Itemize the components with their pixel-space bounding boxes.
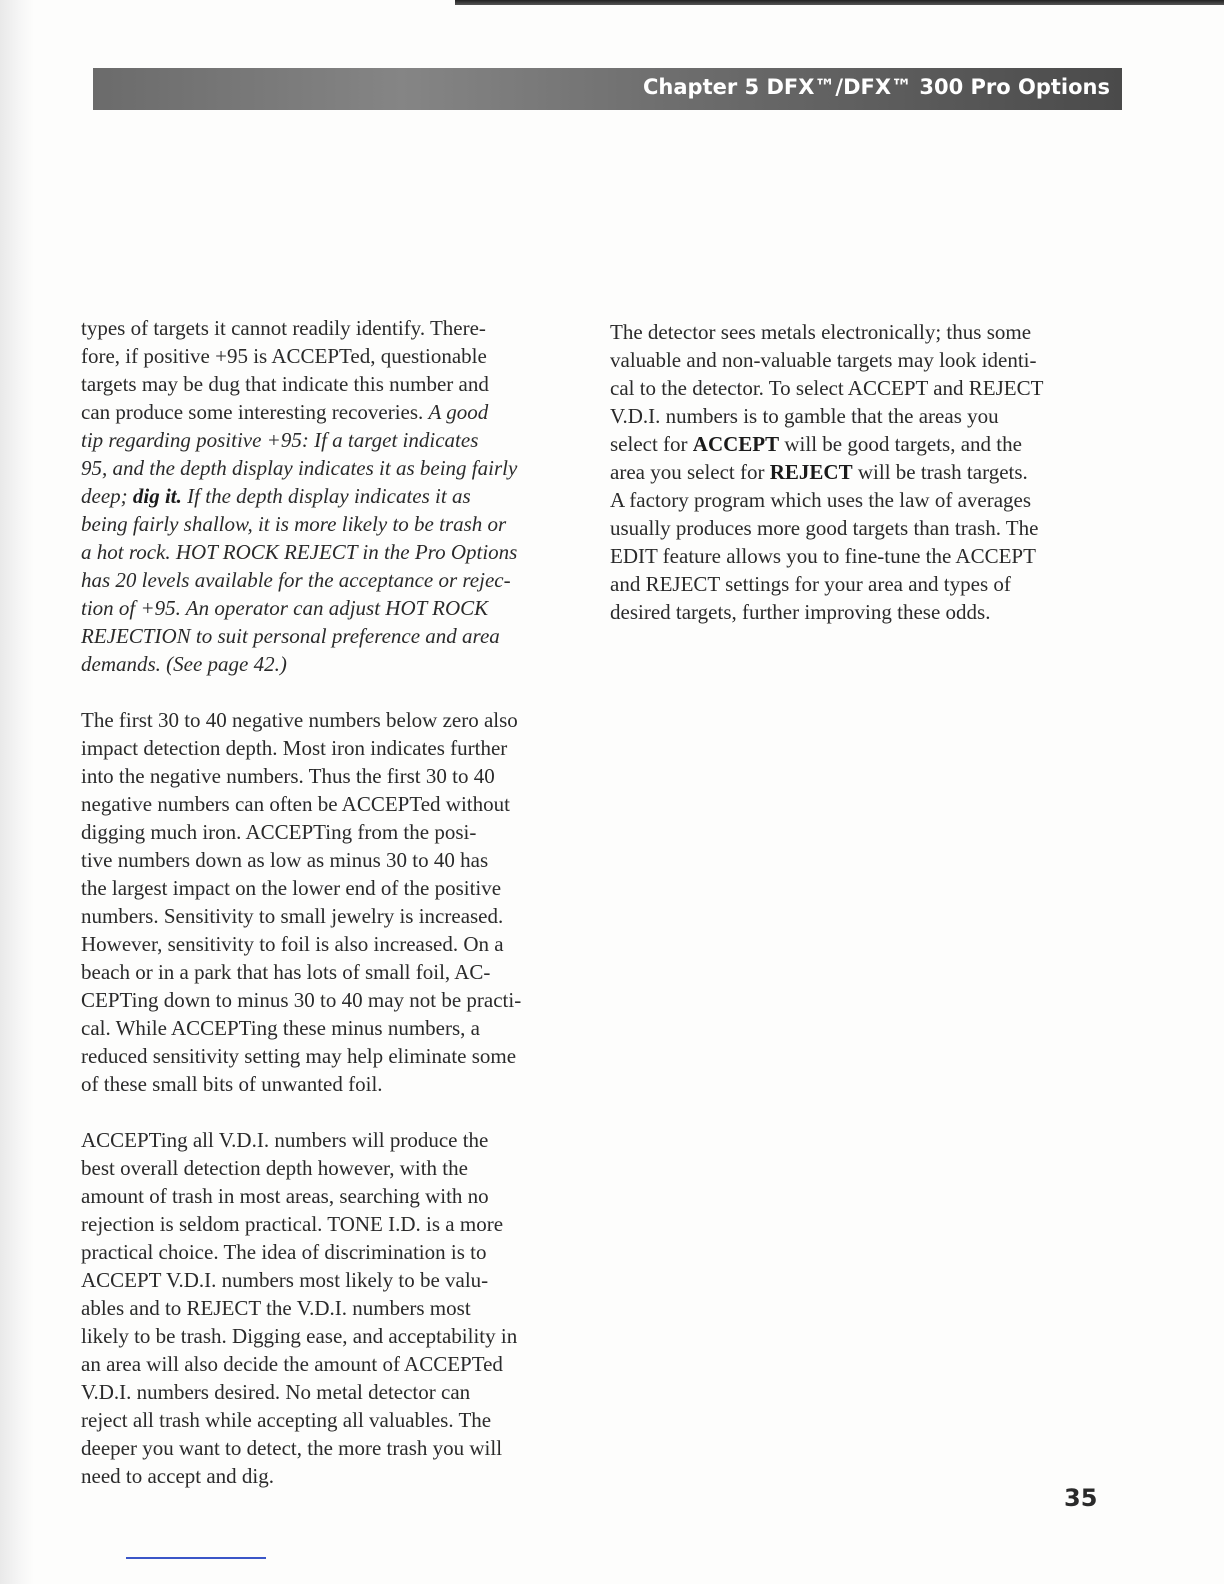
page-number: 35 <box>1064 1484 1098 1512</box>
italic-span: has 20 levels available for the acceptance or rejec- <box>81 568 511 592</box>
text-line: practical choice. The idea of discrimination is to <box>81 1240 487 1264</box>
page-spine-shadow <box>0 0 34 1584</box>
text-span: will be trash targets. <box>852 460 1028 484</box>
italic-span: A good <box>428 400 489 424</box>
text-line: likely to be trash. Digging ease, and acceptability in <box>81 1324 518 1348</box>
text-line: desired targets, further improving these odds. <box>610 600 991 624</box>
text-line <box>81 622 601 650</box>
text-line: beach or in a park that has lots of small foil, AC- <box>81 960 491 984</box>
text-line: tive numbers down as low as minus 30 to 40 has <box>81 848 489 872</box>
text-line <box>81 398 601 426</box>
text-line: A factory program which uses the law of averages <box>610 488 1032 512</box>
text-span: will be good targets, and the <box>779 432 1022 456</box>
text-line <box>610 458 1110 486</box>
text-line <box>81 650 601 678</box>
text-line: However, sensitivity to foil is also increased. On a <box>81 932 504 956</box>
italic-span: demands. (See page 42.) <box>81 652 287 676</box>
bold-span: REJECT <box>769 460 853 484</box>
text-line <box>81 482 601 510</box>
text-line: V.D.I. numbers desired. No metal detector can <box>81 1380 471 1404</box>
text-line: cal. While ACCEPTing these minus numbers, a <box>81 1016 480 1040</box>
text-line <box>81 454 601 482</box>
left-paragraph-3 <box>81 1126 601 1490</box>
bold-italic-span: dig it. <box>132 484 182 508</box>
text-line <box>81 510 601 538</box>
text-line: ACCEPTing all V.D.I. numbers will produce the <box>81 1128 489 1152</box>
paragraph-gap <box>81 1098 601 1126</box>
italic-span: tip regarding positive +95: If a target indicates <box>81 428 479 452</box>
text-line: ables and to REJECT the V.D.I. numbers most <box>81 1296 471 1320</box>
italic-span: REJECTION to suit personal preference and area <box>81 624 500 648</box>
text-line: numbers. Sensitivity to small jewelry is increased. <box>81 904 504 928</box>
text-line <box>81 426 601 454</box>
text-line: of these small bits of unwanted foil. <box>81 1072 383 1096</box>
right-paragraph-1 <box>610 318 1110 626</box>
text-line: impact detection depth. Most iron indicates further <box>81 736 508 760</box>
bold-span: ACCEPT <box>692 432 780 456</box>
text-line: deeper you want to detect, the more trash you will <box>81 1436 503 1460</box>
top-rule <box>455 0 1224 5</box>
text-line: ACCEPT V.D.I. numbers most likely to be valu- <box>81 1268 489 1292</box>
text-line <box>610 430 1110 458</box>
left-column <box>81 314 601 1490</box>
italic-span: 95, and the depth display indicates it as being fairly <box>81 456 518 480</box>
chapter-title: Chapter 5 DFX™/DFX™ 300 Pro Options <box>643 75 1110 99</box>
italic-span: deep; <box>81 484 133 508</box>
text-line: reject all trash while accepting all valuables. The <box>81 1408 492 1432</box>
text-line: into the negative numbers. Thus the first 30 to 40 <box>81 764 495 788</box>
text-line: the largest impact on the lower end of the positive <box>81 876 502 900</box>
text-line: valuable and non-valuable targets may look identi- <box>610 348 1037 372</box>
text-line: The first 30 to 40 negative numbers below zero also <box>81 708 518 732</box>
italic-span: a hot rock. HOT ROCK REJECT in the Pro Options <box>81 540 518 564</box>
text-line: digging much iron. ACCEPTing from the posi- <box>81 820 477 844</box>
text-line: fore, if positive +95 is ACCEPTed, questionable <box>81 344 487 368</box>
text-line: best overall detection depth however, with the <box>81 1156 468 1180</box>
italic-span: tion of +95. An operator can adjust HOT ROCK <box>81 596 489 620</box>
text-line: CEPTing down to minus 30 to 40 may not be practi- <box>81 988 522 1012</box>
text-line: V.D.I. numbers is to gamble that the areas you <box>610 404 999 428</box>
paragraph-gap <box>81 678 601 706</box>
bottom-rule <box>126 1557 266 1559</box>
left-paragraph-2 <box>81 706 601 1098</box>
text-line: need to accept and dig. <box>81 1464 274 1488</box>
text-line: usually produces more good targets than trash. The <box>610 516 1039 540</box>
text-line <box>81 538 601 566</box>
left-paragraph-1 <box>81 314 601 678</box>
text-line: negative numbers can often be ACCEPTed without <box>81 792 510 816</box>
text-line: EDIT feature allows you to fine-tune the ACCEPT <box>610 544 1036 568</box>
text-line: The detector sees metals electronically; thus some <box>610 320 1032 344</box>
italic-span: being fairly shallow, it is more likely to be trash or <box>81 512 507 536</box>
text-span: select for <box>610 432 693 456</box>
text-line <box>81 594 601 622</box>
text-span: area you select for <box>610 460 770 484</box>
text-line: types of targets it cannot readily identify. There- <box>81 316 486 340</box>
text-line <box>81 566 601 594</box>
text-line: targets may be dug that indicate this number and <box>81 372 489 396</box>
text-line: rejection is seldom practical. TONE I.D. is a more <box>81 1212 504 1236</box>
text-line: and REJECT settings for your area and types of <box>610 572 1011 596</box>
text-line: an area will also decide the amount of ACCEPTed <box>81 1352 503 1376</box>
text-line: reduced sensitivity setting may help eliminate some <box>81 1044 517 1068</box>
text-line: amount of trash in most areas, searching with no <box>81 1184 489 1208</box>
text-span: can produce some interesting recoveries. <box>81 400 429 424</box>
right-column <box>610 318 1110 626</box>
chapter-header-band <box>93 68 1122 110</box>
text-line: cal to the detector. To select ACCEPT and REJECT <box>610 376 1044 400</box>
italic-span: If the depth display indicates it as <box>181 484 471 508</box>
